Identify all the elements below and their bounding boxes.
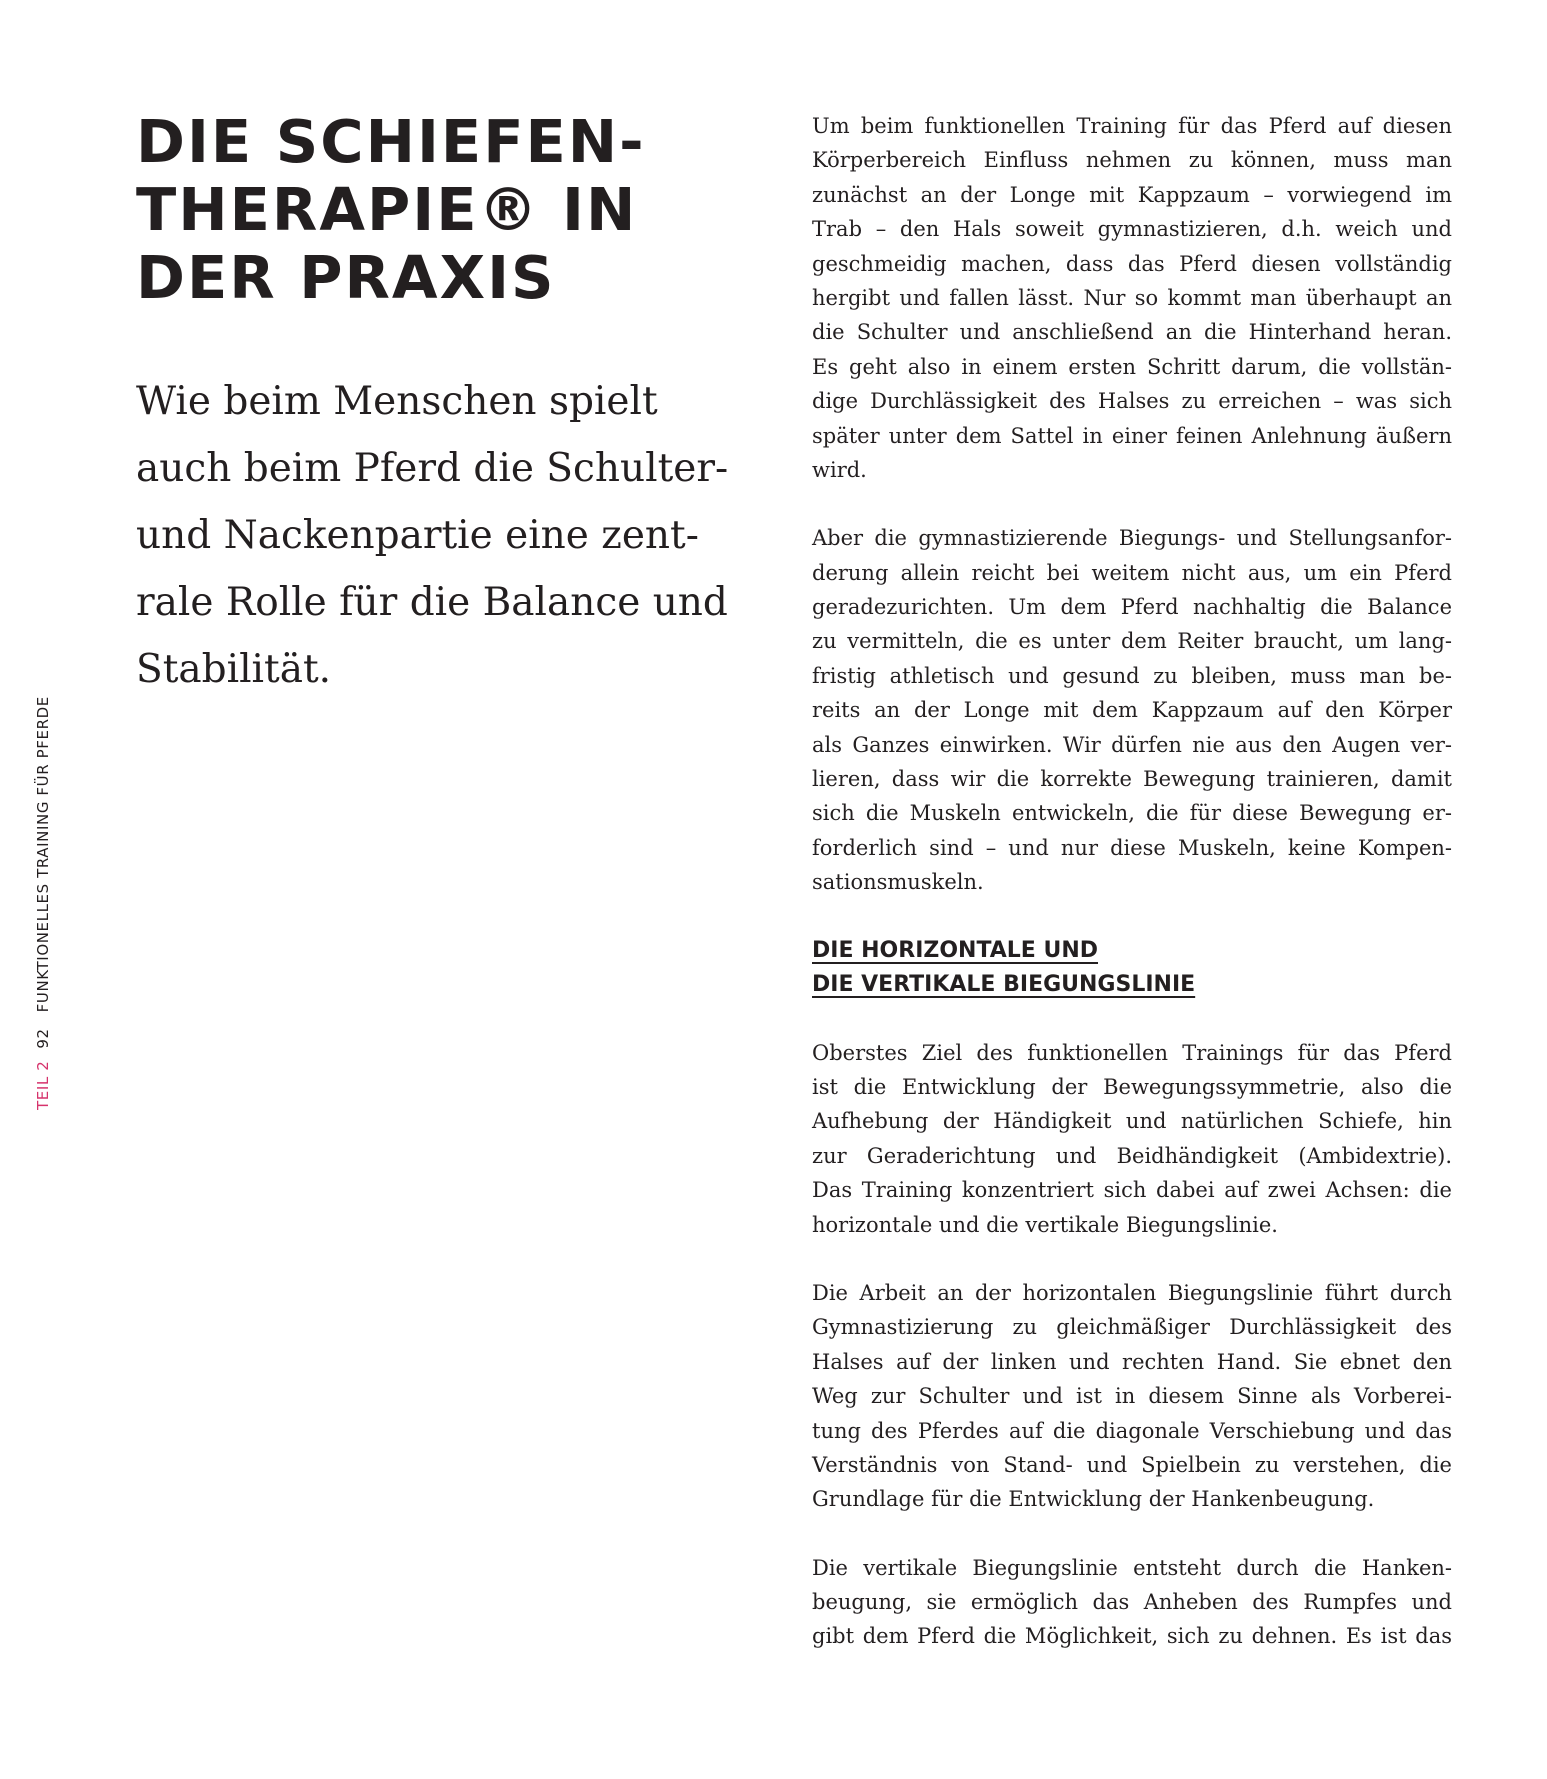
running-head [34,696,52,1110]
text-line: Verständnis von Stand- und Spielbein zu verstehen, die [812,1452,1452,1477]
text-line: tung des Pferdes auf die diagonale Verschiebung und das [812,1418,1452,1443]
subheading-line: DIE HORIZONTALE UND [812,937,1099,963]
part-label: TEIL 2 [34,1060,52,1110]
heading-line: DIE SCHIEFEN- [136,107,646,176]
text-line: Körperbereich Einfluss nehmen zu können, muss man [812,148,1452,173]
text-line: Aber die gymnastizierende Biegungs- und Stellungsanfor- [812,526,1452,551]
section-subheading [812,934,1452,1002]
lead-line: auch beim Pferd die Schulter- [136,446,729,491]
text-line: gibt dem Pferd die Möglichkeit, sich zu dehnen. Es ist das [812,1624,1452,1649]
text-line: Trab – den Hals soweit gymnastizieren, d.h. weich und [812,217,1452,242]
paragraph-1 [812,109,1452,487]
body-column [812,109,1452,1688]
text-line: geradezurichten. Um dem Pferd nachhaltig die Balance [812,595,1452,620]
lead-line: und Nackenpartie eine zent- [136,513,699,558]
text-line: sich die Muskeln entwickeln, die für diese Bewegung er- [812,801,1452,826]
text-line: Gymnastizierung zu gleichmäßiger Durchlässigkeit des [812,1315,1452,1340]
lead-line: Stabilität. [136,647,332,692]
text-line: Oberstes Ziel des funktionellen Trainings für das Pferd [812,1040,1452,1065]
text-line: fristig athletisch und gesund zu bleiben, muss man be- [812,663,1452,688]
page-number: 92 [34,1028,52,1049]
section-title: FUNKTIONELLES TRAINING FÜR PFERDE [34,696,52,1013]
lead-line: Wie beim Menschen spielt [136,379,658,424]
text-line: Halses auf der linken und rechten Hand. Sie ebnet den [812,1349,1452,1374]
text-line: zur Geraderichtung und Beidhändigkeit (Ambidextrie). [812,1143,1452,1168]
paragraph-3 [812,1036,1452,1242]
text-line: Um beim funktionellen Training für das Pferd auf diesen [812,114,1452,138]
text-line: als Ganzes einwirken. Wir dürfen nie aus den Augen ver- [812,732,1452,757]
text-line: beugung, sie ermöglich das Anheben des Rumpfes und [812,1590,1452,1615]
heading-line: THERAPIE® IN [136,175,638,244]
text-line: die Schulter und anschließend an die Hinterhand heran. [812,320,1452,345]
text-line: zu vermitteln, die es unter dem Reiter braucht, um lang- [812,629,1452,654]
lead-text [136,368,756,703]
text-line: Die Arbeit an der horizontalen Biegungslinie führt durch [812,1280,1452,1305]
text-line: wird. [812,457,867,482]
paragraph-5 [812,1551,1452,1654]
text-line: Aufhebung der Händigkeit und natürlichen Schiefe, hin [812,1109,1452,1134]
left-column [136,108,756,703]
subheading-line: DIE VERTIKALE BIEGUNGSLINIE [812,971,1196,997]
paragraph-4 [812,1276,1452,1517]
paragraph-2 [812,521,1452,899]
text-line: horizontale und die vertikale Biegungslinie. [812,1212,1278,1237]
text-line: dige Durchlässigkeit des Halses zu erreichen – was sich [812,389,1452,414]
text-line: geschmeidig machen, dass das Pferd diesen vollständig [812,251,1452,276]
chapter-heading [136,108,756,312]
text-line: Es geht also in einem ersten Schritt darum, die vollstän- [812,354,1452,379]
text-line: Das Training konzentriert sich dabei auf zwei Achsen: die [812,1178,1452,1203]
text-line: forderlich sind – und nur diese Muskeln, keine Kompen- [812,835,1452,860]
text-line: lieren, dass wir die korrekte Bewegung trainieren, damit [812,767,1452,792]
text-line: zunächst an der Longe mit Kappzaum – vorwiegend im [812,182,1452,207]
lead-line: rale Rolle für die Balance und [136,580,728,625]
text-line: hergibt und fallen lässt. Nur so kommt man überhaupt an [812,285,1452,310]
heading-line: DER PRAXIS [136,243,556,312]
text-line: reits an der Longe mit dem Kappzaum auf den Körper [812,698,1452,723]
text-line: Weg zur Schulter und ist in diesem Sinne als Vorberei- [812,1384,1452,1409]
text-line: später unter dem Sattel in einer feinen Anlehnung äußern [812,423,1452,448]
text-line: derung allein reicht bei weitem nicht aus, um ein Pferd [812,560,1452,585]
text-line: Grundlage für die Entwicklung der Hankenbeugung. [812,1487,1375,1512]
text-line: Die vertikale Biegungslinie entsteht durch die Hanken- [812,1555,1452,1580]
text-line: ist die Entwicklung der Bewegungssymmetrie, also die [812,1074,1452,1099]
text-line: sationsmuskeln. [812,870,984,895]
